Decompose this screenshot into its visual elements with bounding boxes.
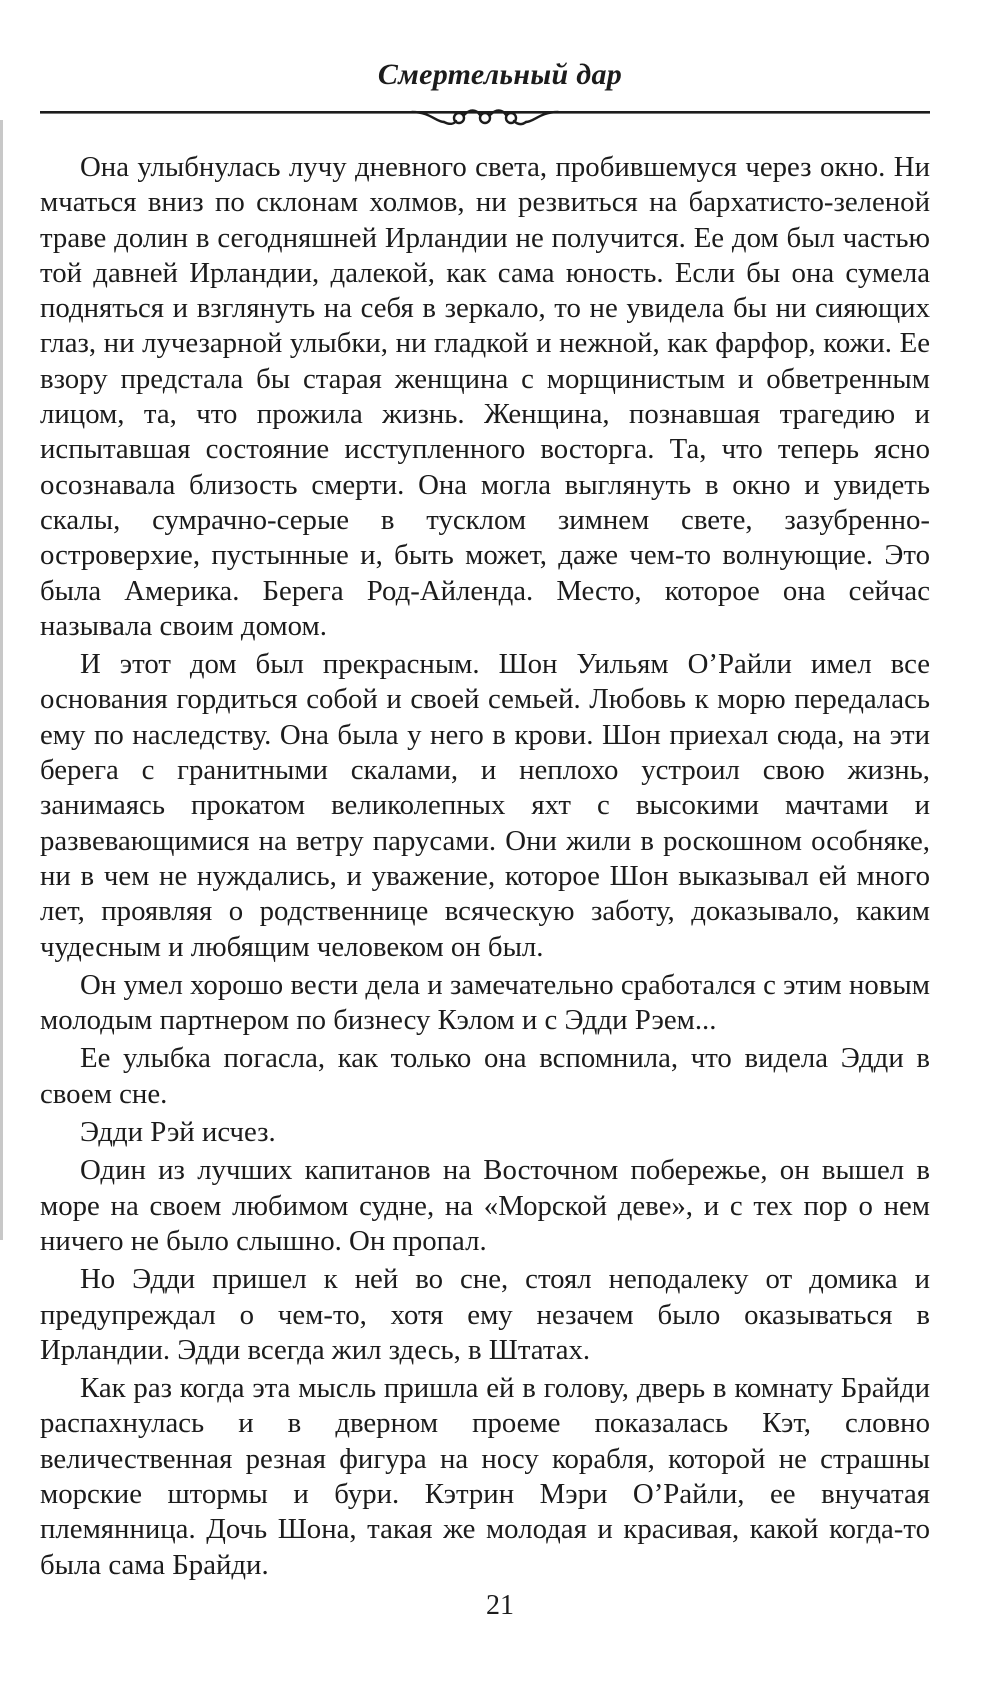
paragraph: Как раз когда эта мысль пришла ей в голову, дверь в комнату Брайди распахнулась и в дверном проеме показалась Кэт, словно величественная резная фигура на носу корабля, которой не страшны морские штормы и бури. Кэтрин Мэри О’Райли, ее внучатая племянница. Дочь Шона, такая же молодая и красивая, какой когда-то была сама Брайди. xyxy=(40,1372,930,1581)
header-ornament-rule xyxy=(40,103,930,133)
running-title: Смертельный дар xyxy=(377,58,623,91)
page-number: 21 xyxy=(486,1590,514,1621)
main-text xyxy=(40,150,930,1586)
paragraph: И этот дом был прекрасным. Шон Уильям О’Райли имел все основания гордиться собой и своей семьей. Любовь к морю передалась ему по наследству. Она была у него в крови. Шон приехал сюда, на эти берега с гранитными скалами, и неплохо устроил свою жизнь, занимаясь прокатом великолепных яхт с высокими мачтами и развевающимися на ветру парусами. Они жили в роскошном особняке, ни в чем не нуждались, и уважение, которое Шон выказывал ей много лет, проявляя о родственнице всяческую заботу, доказывало, каким чудесным и любящим человеком он был. xyxy=(40,648,930,963)
paragraph: Он умел хорошо вести дела и замечательно сработался с этим новым молодым партнером по бизнесу Кэлом и с Эдди Рэем... xyxy=(40,968,930,1037)
page-edge-shadow xyxy=(0,120,3,1240)
paragraph: Эдди Рэй исчез. xyxy=(80,1116,276,1149)
paragraph: Один из лучших капитанов на Восточном побережье, он вышел в море на своем любимом судне, на «Морской деве», и с тех пор о нем ничего не было слышно. Он пропал. xyxy=(40,1154,930,1257)
paragraph: Но Эдди пришел к ней во сне, стоял неподалеку от домика и предупреждал о чем-то, хотя ему незачем было оказываться в Ирландии. Эдди всегда жил здесь, в Штатах. xyxy=(40,1263,930,1366)
paragraph: Она улыбнулась лучу дневного света, пробившемуся через окно. Ни мчаться вниз по склонам холмов, ни резвиться на бархатисто-зеленой траве долин в сегодняшней Ирландии не получится. Ее дом был частью той давней Ирландии, далекой, как сама юность. Если бы она сумела подняться и взглянуть на себя в зеркало, то не увидела бы ни сияющих глаз, ни лучезарной улыбки, ни гладкой и нежной, как фарфор, кожи. Ее взору предстала бы старая женщина с морщинистым и обветренным лицом, та, что прожила жизнь. Женщина, познавшая трагедию и испытавшая состояние исступленного восторга. Та, что теперь ясно осознавала близость смерти. Она могла выглянуть в окно и увидеть скалы, сумрачно-серые в тусклом зимнем свете, зазубренно-островерхие, пустынные и, быть может, даже чем-то волнующие. Это была Америка. Берега Род-Айленда. Место, которое она сейчас называла своим домом. xyxy=(40,151,930,642)
paragraph: Ее улыбка погасла, как только она вспомнила, что видела Эдди в своем сне. xyxy=(40,1042,930,1110)
